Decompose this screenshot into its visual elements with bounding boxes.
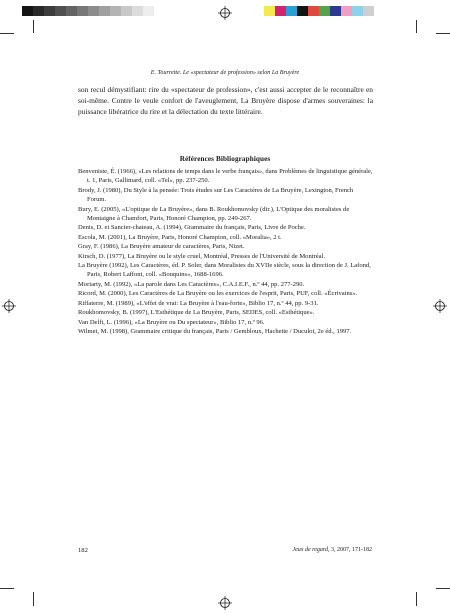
gray-swatch: [143, 6, 154, 16]
color-swatch: [363, 6, 374, 16]
crop-mark: [436, 588, 450, 589]
color-swatch: [330, 6, 341, 16]
page-number: 182: [78, 547, 88, 554]
reference-entry: Ricord, M. (2000), Les Caractères de La Bruyère ou les exercices de l'esprit, Paris, PUF, coll. «Écrivains».: [78, 290, 358, 298]
gray-swatch: [77, 6, 88, 16]
registration-mark-right: [433, 299, 447, 313]
color-swatch: [297, 6, 308, 16]
reference-entry: Escola, M. (2001), La Bruyère, Paris, Honoré Champion, coll. «Moralia», 2 t.: [78, 233, 282, 241]
reference-entry: Moriarty, M. (1992), «La parole dans Les Caractères», C.A.I.E.F., n.º 44, pp. 277-290.: [78, 280, 305, 288]
reference-entry: Bury, E. (2005), «L'optique de La Bruyère», dans B. Roukhomovsky (dir.), L'Optique des moralistes de Montaigne à Chamfort, Paris, Honoré Champion, pp. 249-267.: [78, 205, 350, 223]
color-swatch: [341, 6, 352, 16]
reference-entry: Wilmet, M. (1998), Grammaire critique du français, Paris / Gembloux, Hachette / Duculot, 2e éd., 1997.: [78, 327, 352, 335]
gray-swatch: [44, 6, 55, 16]
reference-entry: Roukhomovsky, B. (1997), L'Esthétique de La Bruyère, Paris, SEDES, coll. «Esthétique».: [78, 309, 315, 317]
journal-title: Jeux de regard: [292, 547, 328, 553]
journal-citation: [292, 547, 372, 553]
color-swatch: [319, 6, 330, 16]
gray-swatch: [132, 6, 143, 16]
crop-mark: [33, 592, 34, 606]
body-paragraph: [78, 84, 373, 117]
registration-mark-top: [218, 6, 232, 20]
crop-mark: [436, 33, 450, 34]
reference-entry: Gray, F. (1986), La Bruyère amateur de caractères, Paris, Nizet.: [78, 243, 245, 251]
grayscale-calibration-bar: [22, 6, 154, 16]
gray-swatch: [55, 6, 66, 16]
running-header: E. Tourrette. Le «spectateur de profession» selon La Bruyère: [150, 70, 300, 76]
registration-mark-bottom: [218, 596, 232, 610]
reference-entry: Benveniste, É. (1966), «Les relations de temps dans le verbe français», dans Problèmes de linguistique générale, t. 1, Paris, Gallimard, coll. «Tel», pp. 237-250.: [78, 168, 373, 185]
reference-entry: Denis, D. et Sancier-chateau, A. (1994), Grammaire du français, Paris, Livre de Poche.: [78, 224, 306, 232]
gray-swatch: [99, 6, 110, 16]
reference-entry: Riffaterre, M. (1989), «L'effet de vrai: La Bruyère à l'eau-forte», Biblio 17, n.º 44, pp. 9-31.: [78, 299, 319, 307]
crop-mark: [416, 20, 417, 33]
color-swatch: [352, 6, 363, 16]
color-swatch: [286, 6, 297, 16]
gray-swatch: [110, 6, 121, 16]
gray-swatch: [66, 6, 77, 16]
registration-mark-left: [2, 299, 16, 313]
lead-paragraph-text: son recul démystifiant: rire du «spectateur de profession», c'est aussi accepter de le reconnaître en soi-même. Contre le veule confort de l'aveuglement, La Bruyère dispose d'armes souveraines: la puissance libératrice du rire et la délectation du texte littéraire.: [78, 85, 373, 116]
crop-mark: [0, 33, 14, 34]
bibliography-list: [78, 167, 373, 336]
section-title: Références Bibliographiques: [179, 155, 271, 163]
crop-mark: [33, 20, 34, 33]
reference-entry: Kirsch, D. (1977), La Bruyère ou le style cruel, Montréal, Presses de l'Université de Montréal.: [78, 252, 325, 260]
color-swatch: [264, 6, 275, 16]
reference-entry: Brody, J. (1980), Du Style à la pensée: Trois études sur Les Caractères de La Bruyère, Lexington, French Forum.: [78, 186, 354, 204]
journal-issue: , 3, 2007, 171-182: [328, 547, 372, 553]
gray-swatch: [121, 6, 132, 16]
reference-entry: Van Delft, L. (1996), «La Bruyère ou Du spectateur», Biblio 17, n.º 96.: [78, 318, 265, 326]
color-calibration-bar: [264, 6, 374, 16]
gray-swatch: [22, 6, 33, 16]
crop-mark: [0, 588, 14, 589]
color-swatch: [308, 6, 319, 16]
gray-swatch: [33, 6, 44, 16]
reference-entry: La Bruyère (1992), Les Caractères, éd. P. Soler, dans Moralistes du XVIIe siècle, sous la direction de J. Lafond, Paris, Robert Laffont, coll. «Bouquins», 1688-1696.: [78, 262, 371, 279]
color-swatch: [275, 6, 286, 16]
gray-swatch: [88, 6, 99, 16]
crop-mark: [416, 592, 417, 606]
